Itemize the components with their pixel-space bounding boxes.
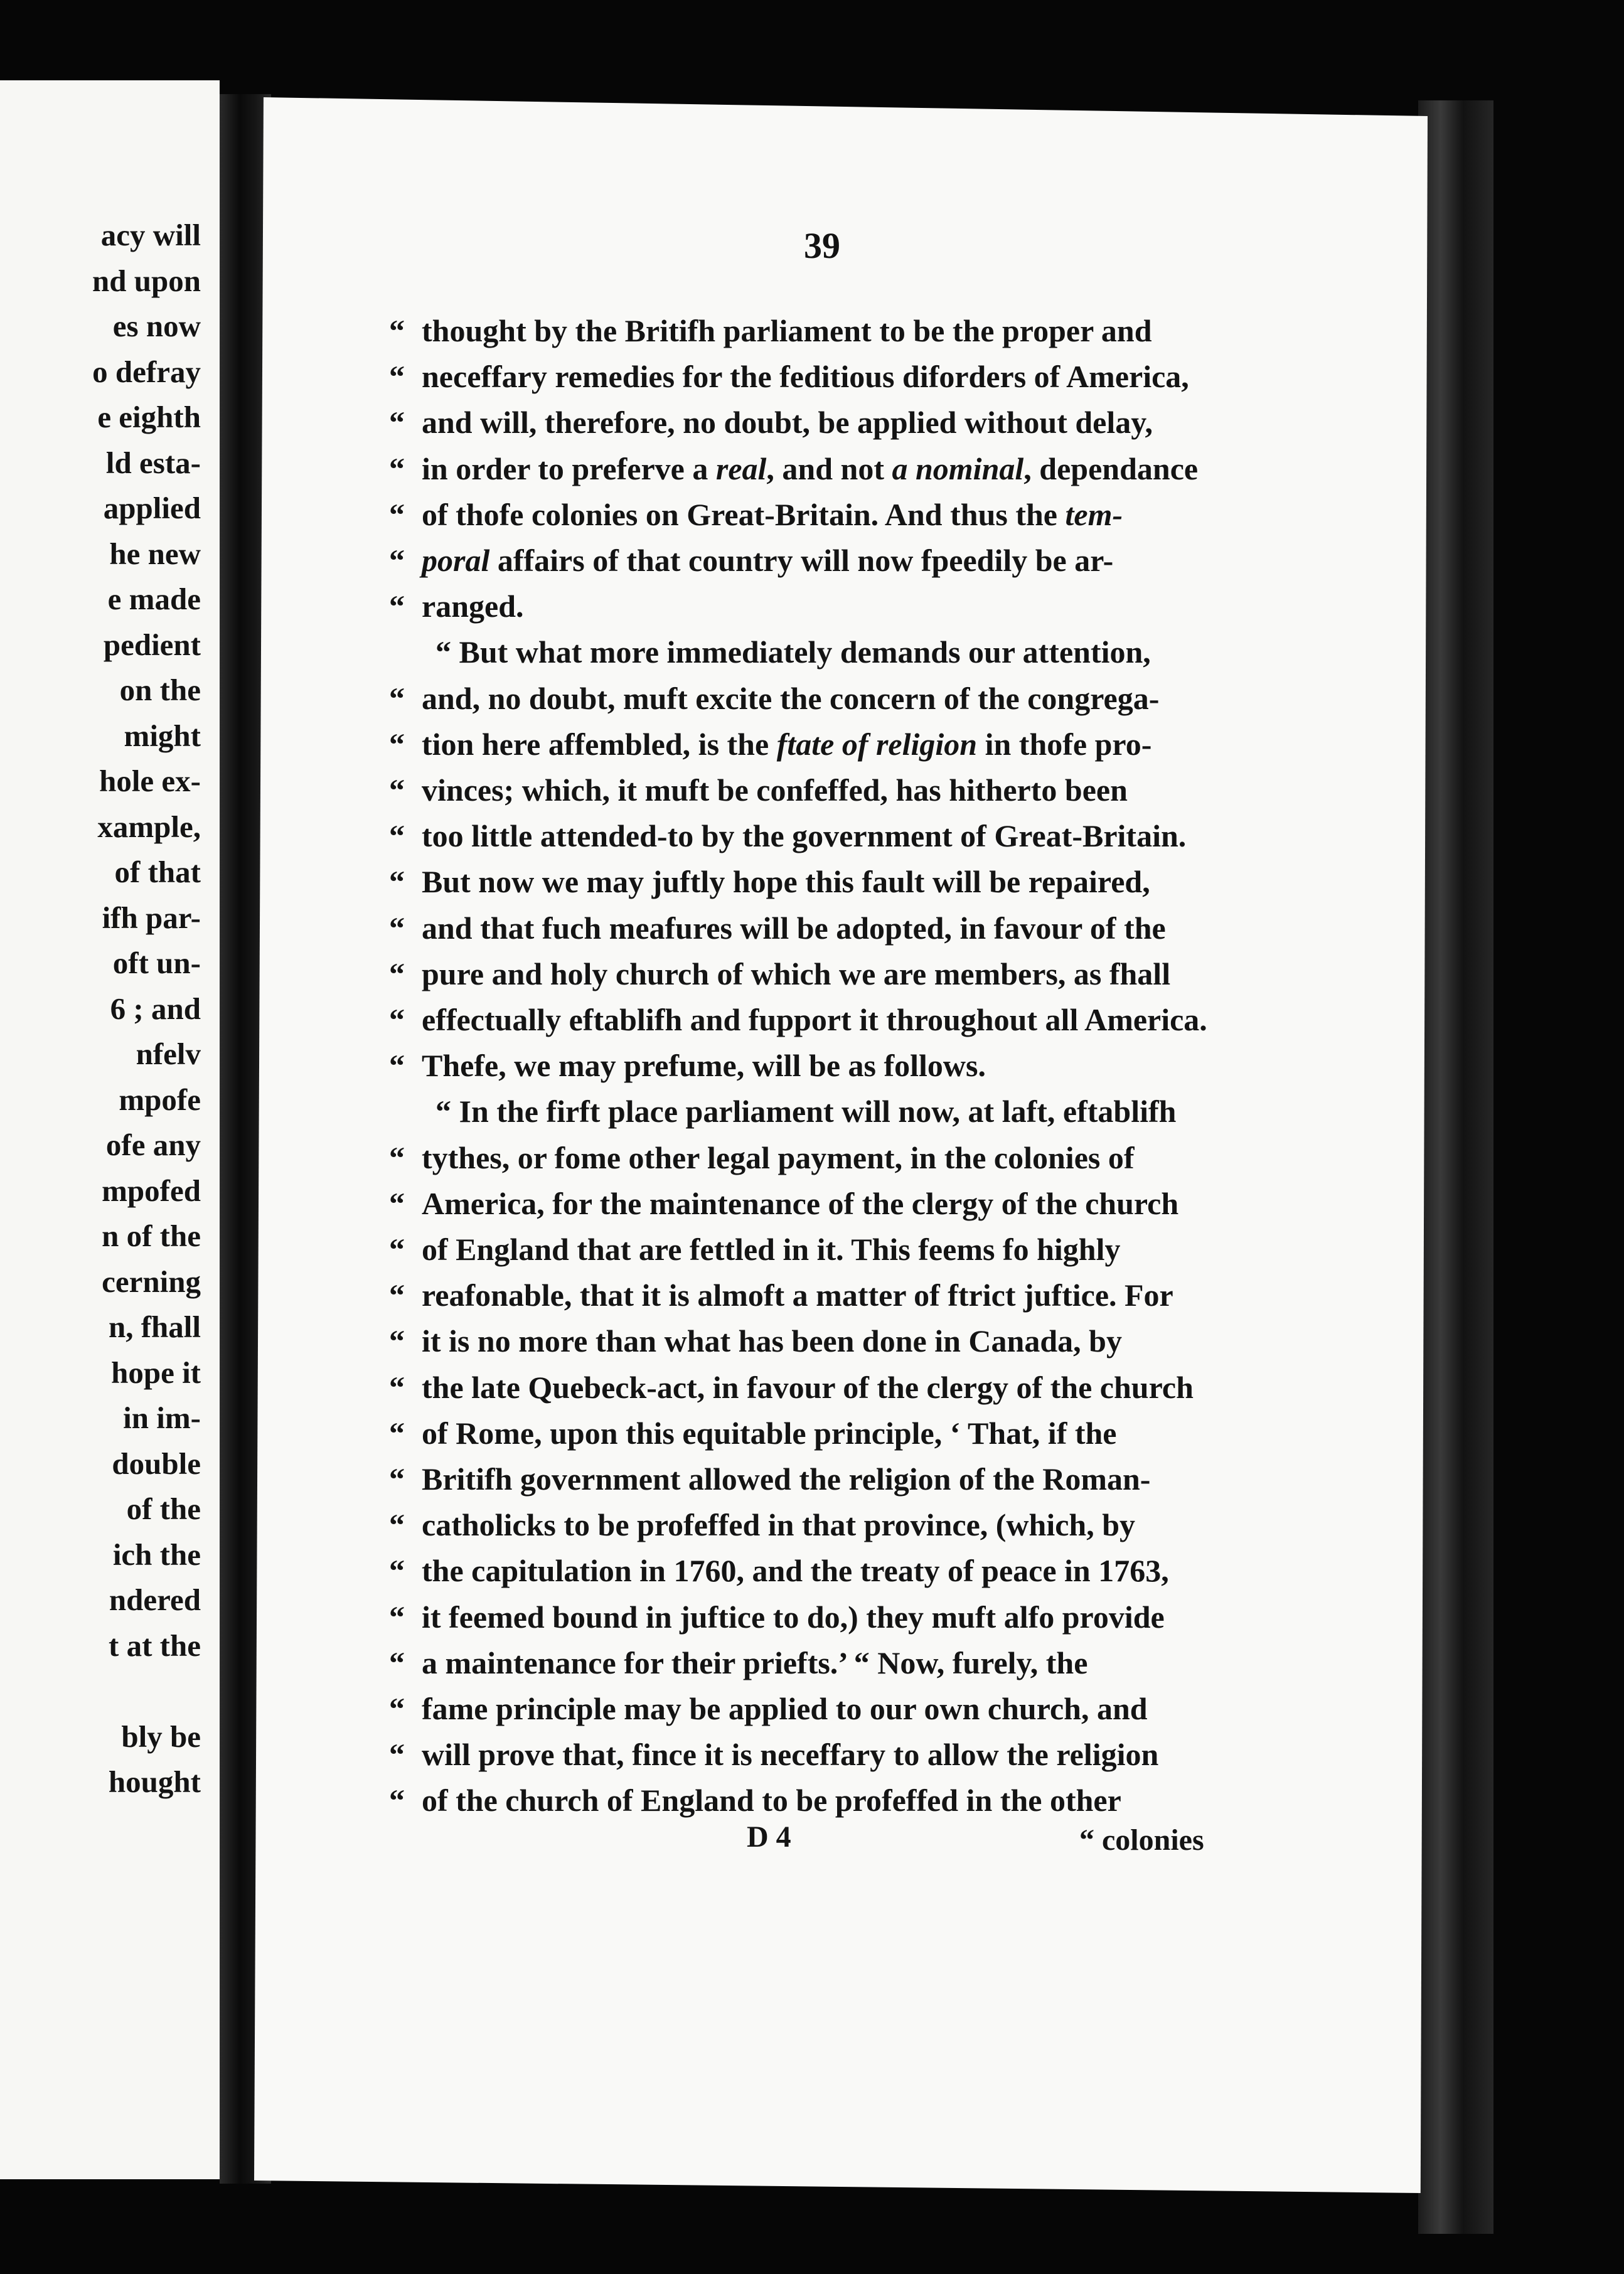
facing-page-line: double	[112, 1446, 201, 1481]
quotation-mark: “	[389, 1048, 405, 1084]
line-text: it is no more than what has been done in Canada, by	[422, 1323, 1122, 1359]
facing-page-line: oft un-	[112, 946, 201, 980]
quotation-mark: “	[389, 1140, 405, 1175]
text-line	[389, 1321, 1246, 1361]
line-text: in order to preferve a real, and not a nominal, dependance	[422, 451, 1199, 486]
quotation-mark: “	[389, 405, 405, 440]
quotation-mark: “	[389, 1461, 405, 1497]
quotation-mark: “	[389, 1232, 405, 1267]
text-line	[389, 632, 1246, 672]
text-line	[389, 1643, 1246, 1683]
facing-page-line: o defray	[92, 354, 201, 389]
facing-page-line: hope it	[111, 1355, 201, 1390]
line-text: the capitulation in 1760, and the treaty of peace in 1763,	[422, 1553, 1169, 1589]
text-line	[389, 678, 1246, 718]
facing-page-line: might	[124, 718, 201, 753]
facing-page-line: e made	[107, 582, 201, 616]
line-text: effectually eftablifh and fupport it throughout all America.	[422, 1002, 1207, 1037]
text-line	[389, 862, 1246, 902]
line-text: of England that are fettled in it. This feems fo highly	[422, 1232, 1121, 1267]
quotation-mark: “	[389, 1553, 405, 1589]
line-text: catholicks to be profeffed in that province, (which, by	[422, 1507, 1136, 1543]
line-text: pure and holy church of which we are members, as fhall	[422, 956, 1171, 991]
line-text: fame principle may be applied to our own church, and	[422, 1691, 1148, 1726]
quotation-mark: “	[389, 543, 405, 578]
facing-page-line: mpofe	[119, 1082, 201, 1117]
quotation-mark: “	[389, 726, 405, 762]
line-text: a maintenance for their priefts.’ “ Now, furely, the	[422, 1645, 1088, 1680]
line-text: and, no doubt, muft excite the concern of the congrega-	[422, 680, 1160, 716]
line-text: too little attended-to by the government of Great-Britain.	[422, 818, 1187, 854]
text-line	[389, 540, 1246, 580]
text-line	[389, 908, 1246, 948]
quotation-mark: “	[389, 1737, 405, 1773]
quotation-mark: “	[389, 772, 405, 808]
facing-page-line: of that	[114, 855, 201, 889]
facing-page-line: es now	[112, 309, 201, 343]
quotation-mark: “	[389, 1323, 405, 1359]
text-line	[389, 1551, 1246, 1591]
line-text: thought by the Britifh parliament to be the proper and	[422, 313, 1152, 348]
quotation-mark: “	[389, 1645, 405, 1680]
line-text: tythes, or fome other legal payment, in the colonies of	[422, 1140, 1135, 1175]
line-text: “ In the firft place parliament will now, at laft, eftablifh	[435, 1094, 1177, 1129]
text-line	[389, 816, 1246, 856]
text-line	[389, 449, 1246, 489]
facing-page-line: ndered	[109, 1583, 201, 1617]
facing-page-line: hought	[108, 1764, 201, 1799]
text-line	[389, 1597, 1246, 1637]
page-number: 39	[804, 225, 840, 266]
text-line	[389, 402, 1246, 442]
facing-page-line: t at the	[109, 1628, 201, 1663]
text-line	[389, 1367, 1246, 1407]
facing-page-line: he new	[109, 536, 201, 571]
text-line	[389, 1183, 1246, 1224]
line-text: America, for the maintenance of the clergy of the church	[422, 1185, 1179, 1221]
line-text: poral affairs of that country will now fpeedily be ar-	[422, 543, 1114, 578]
text-line	[389, 724, 1246, 764]
quotation-mark: “	[389, 1599, 405, 1635]
text-line	[389, 1780, 1246, 1820]
line-text: of the church of England to be profeffed in the other	[422, 1783, 1121, 1818]
facing-page-line: 6 ; and	[110, 991, 201, 1026]
quotation-mark: “	[389, 313, 405, 348]
line-text: ranged.	[422, 589, 524, 624]
text-line	[389, 770, 1246, 810]
quotation-mark: “	[389, 496, 405, 532]
line-text: Britifh government allowed the religion of the Roman-	[422, 1461, 1151, 1497]
quotation-mark: “	[389, 956, 405, 991]
facing-page-line: n, fhall	[108, 1310, 201, 1344]
quotation-mark: “	[389, 1783, 405, 1818]
line-text: neceffary remedies for the feditious diforders of America,	[422, 359, 1189, 395]
line-text: reafonable, that it is almoft a matter of ftrict juftice. For	[422, 1278, 1173, 1313]
line-text: tion here affembled, is the ftate of religion in thofe pro-	[422, 726, 1152, 762]
page-edges	[1418, 100, 1493, 2234]
text-line	[389, 494, 1246, 535]
facing-page-line: hole ex-	[99, 764, 201, 798]
text-line	[389, 1000, 1246, 1040]
quotation-mark: “	[389, 1369, 405, 1405]
text-line	[389, 1459, 1246, 1499]
line-text: it feemed bound in juftice to do,) they muft alfo provide	[422, 1599, 1165, 1635]
facing-page-line: nfelv	[136, 1037, 201, 1071]
line-text: the late Quebeck-act, in favour of the clergy of the church	[422, 1369, 1194, 1405]
facing-page-fragment	[0, 80, 220, 2179]
facing-page-line: acy will	[100, 218, 201, 252]
quotation-mark: “	[389, 910, 405, 946]
text-line	[389, 954, 1246, 994]
text-line	[389, 1734, 1246, 1775]
line-text: and will, therefore, no doubt, be applied without delay,	[422, 405, 1153, 440]
facing-page-line: bly be	[121, 1719, 201, 1754]
catchword: “ colonies	[1079, 1823, 1204, 1857]
facing-page-line: in im-	[123, 1401, 201, 1435]
facing-page-line: nd upon	[92, 263, 201, 298]
line-text: Thefe, we may prefume, will be as follows.	[422, 1048, 986, 1084]
quotation-mark: “	[389, 1507, 405, 1543]
quotation-mark: “	[389, 1415, 405, 1451]
facing-page-line: n of the	[102, 1219, 201, 1253]
line-text: of thofe colonies on Great-Britain. And thus the tem-	[422, 496, 1123, 532]
facing-page-line: ld esta-	[105, 445, 201, 480]
text-line	[389, 1045, 1246, 1086]
quotation-mark: “	[389, 589, 405, 624]
facing-page-line: ich the	[112, 1537, 201, 1572]
text-line	[389, 1091, 1246, 1131]
quotation-mark: “	[389, 451, 405, 486]
facing-page-line: on the	[119, 673, 201, 707]
quotation-mark: “	[389, 864, 405, 900]
line-text: “ But what more immediately demands our attention,	[435, 634, 1151, 670]
quotation-mark: “	[389, 818, 405, 854]
facing-page-line: ofe any	[105, 1128, 201, 1162]
line-text: of Rome, upon this equitable principle, ‘ That, if the	[422, 1415, 1117, 1451]
facing-page-line: ifh par-	[102, 900, 201, 935]
quotation-mark: “	[389, 1278, 405, 1313]
quotation-mark: “	[389, 1002, 405, 1037]
line-text: and that fuch meafures will be adopted, in favour of the	[422, 910, 1166, 946]
facing-page-line: pedient	[103, 627, 201, 662]
text-line	[389, 1275, 1246, 1315]
line-text: vinces; which, it muft be confeffed, has hitherto been	[422, 772, 1128, 808]
facing-page-line: of the	[126, 1492, 201, 1526]
text-line	[389, 1138, 1246, 1178]
line-text: will prove that, fince it is neceffary to allow the religion	[422, 1737, 1159, 1773]
facing-page-line: mpofed	[102, 1173, 201, 1208]
text-line	[389, 356, 1246, 397]
quotation-mark: “	[389, 680, 405, 716]
quotation-mark: “	[389, 1691, 405, 1726]
quotation-mark: “	[389, 1185, 405, 1221]
facing-page-line: cerning	[102, 1264, 201, 1299]
text-line	[389, 586, 1246, 626]
facing-page-line: e eighth	[97, 400, 201, 434]
text-line	[389, 1229, 1246, 1269]
text-line	[389, 1413, 1246, 1453]
facing-page-line: applied	[103, 491, 201, 525]
line-text: But now we may juftly hope this fault will be repaired,	[422, 864, 1150, 900]
text-line	[389, 1505, 1246, 1545]
signature-mark: D 4	[747, 1820, 791, 1854]
text-line	[389, 311, 1246, 351]
facing-page-line: xample,	[97, 809, 201, 844]
text-line	[389, 1689, 1246, 1729]
quotation-mark: “	[389, 359, 405, 395]
